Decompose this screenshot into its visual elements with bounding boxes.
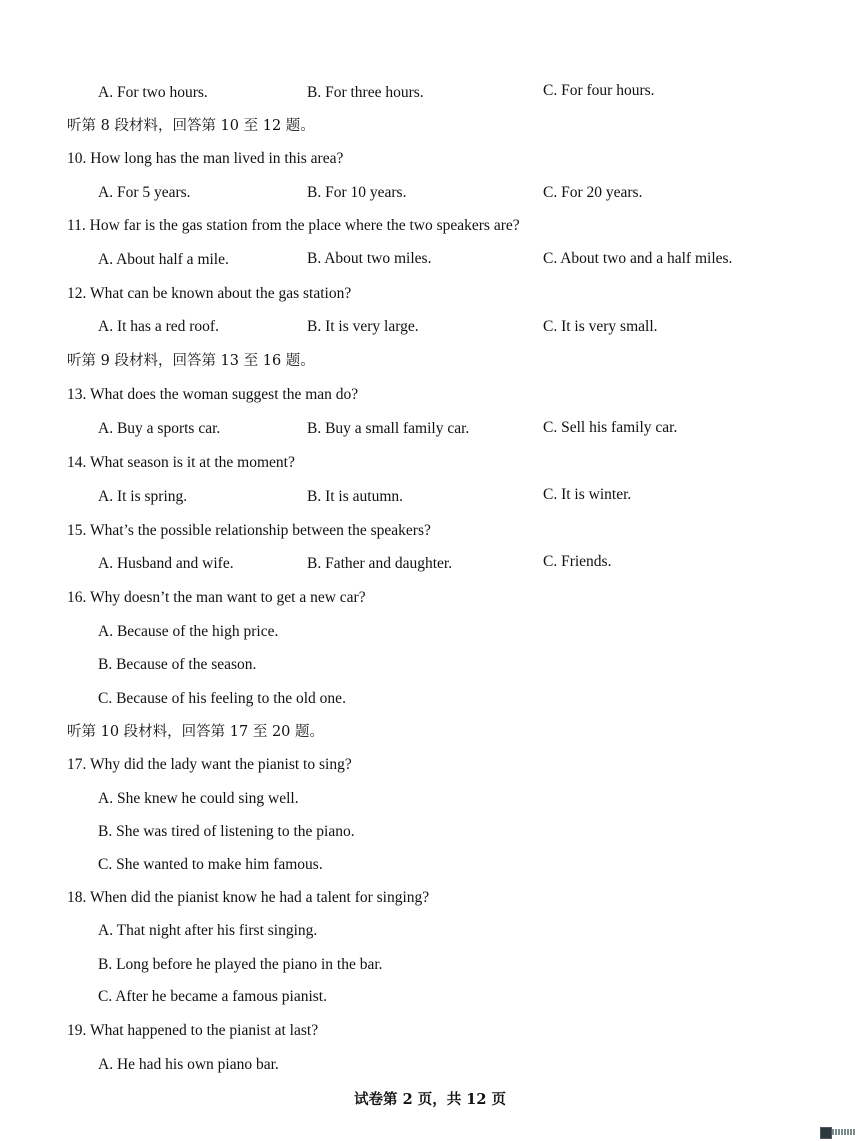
q16-option-c: C. Because of his feeling to the old one. — [98, 690, 346, 707]
question-16: 16. Why doesn’t the man want to get a new car? — [67, 589, 366, 606]
q12-option-c: C. It is very small. — [543, 318, 658, 335]
question-13: 13. What does the woman suggest the man do? — [67, 386, 359, 403]
q14-option-a: A. It is spring. — [98, 488, 188, 505]
q13-option-a: A. Buy a sports car. — [98, 420, 221, 437]
q15-option-a: A. Husband and wife. — [98, 555, 234, 572]
q16-option-a: A. Because of the high price. — [98, 623, 279, 640]
section-9-heading: 听第 9 段材料，回答第 13 至 16 题。 — [67, 353, 315, 369]
question-19: 19. What happened to the pianist at last? — [67, 1022, 319, 1039]
q18-option-b: B. Long before he played the piano in the bar. — [98, 956, 383, 973]
q15-option-c: C. Friends. — [543, 553, 612, 570]
q17-option-b: B. She was tired of listening to the piano. — [98, 823, 355, 840]
question-17: 17. Why did the lady want the pianist to sing? — [67, 756, 352, 773]
q9-option-b: B. For three hours. — [307, 84, 424, 101]
q12-option-b: B. It is very large. — [307, 318, 419, 335]
q10-option-c: C. For 20 years. — [543, 184, 643, 201]
question-11: 11. How far is the gas station from the place where the two speakers are? — [67, 217, 520, 234]
q10-option-b: B. For 10 years. — [307, 184, 407, 201]
question-14: 14. What season is it at the moment? — [67, 454, 295, 471]
q11-option-b: B. About two miles. — [307, 250, 432, 267]
question-15: 15. What’s the possible relationship between the speakers? — [67, 522, 431, 539]
q12-option-a: A. It has a red roof. — [98, 318, 219, 335]
q18-option-c: C. After he became a famous pianist. — [98, 988, 327, 1005]
watermark-mark — [832, 1129, 856, 1135]
qr-code-icon — [820, 1127, 832, 1139]
page-footer: 试卷第 2 页，共 12 页 — [354, 1091, 506, 1108]
section-10-heading: 听第 10 段材料，回答第 17 至 20 题。 — [67, 724, 325, 740]
q11-option-a: A. About half a mile. — [98, 251, 229, 268]
q17-option-c: C. She wanted to make him famous. — [98, 856, 323, 873]
section-8-heading: 听第 8 段材料，回答第 10 至 12 题。 — [67, 118, 315, 134]
q16-option-b: B. Because of the season. — [98, 656, 257, 673]
question-18: 18. When did the pianist know he had a talent for singing? — [67, 889, 430, 906]
q17-option-a: A. She knew he could sing well. — [98, 790, 299, 807]
question-12: 12. What can be known about the gas station? — [67, 285, 352, 302]
q14-option-b: B. It is autumn. — [307, 488, 404, 505]
q11-option-c: C. About two and a half miles. — [543, 250, 733, 267]
q13-option-b: B. Buy a small family car. — [307, 420, 470, 437]
q18-option-a: A. That night after his first singing. — [98, 922, 318, 939]
question-10: 10. How long has the man lived in this area? — [67, 150, 344, 167]
q14-option-c: C. It is winter. — [543, 486, 632, 503]
q10-option-a: A. For 5 years. — [98, 184, 191, 201]
q19-option-a: A. He had his own piano bar. — [98, 1056, 279, 1073]
q15-option-b: B. Father and daughter. — [307, 555, 453, 572]
q13-option-c: C. Sell his family car. — [543, 419, 678, 436]
q9-option-a: A. For two hours. — [98, 84, 208, 101]
q9-option-c: C. For four hours. — [543, 82, 655, 99]
